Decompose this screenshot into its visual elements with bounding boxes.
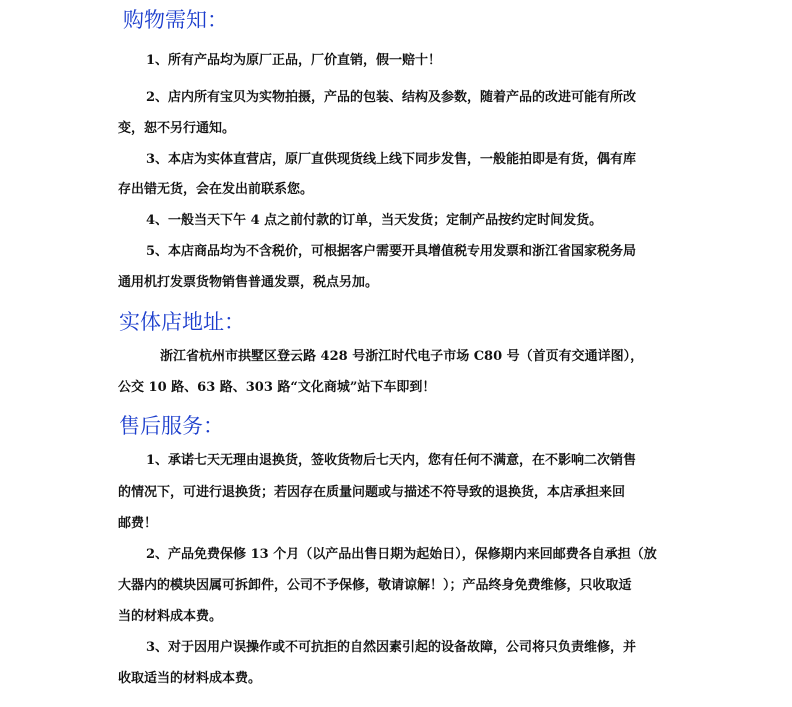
notice-item-1: 1、所有产品均为原厂正品，厂价直销，假一赔十！ [146,53,442,68]
after-sales-item-2-cont-2: 当的材料成本费。 [118,609,223,624]
notice-item-2: 2、店内所有宝贝为实物拍摄，产品的包装、结构及参数，随着产品的改进可能有所改 [146,90,637,105]
after-sales-item-1: 1、承诺七天无理由退换货，签收货物后七天内，您有任何不满意，在不影响二次销售 [146,453,637,468]
address-line-1: 浙江省杭州市拱墅区登云路 428 号浙江时代电子市场 C80 号（首页有交通详图）， [160,349,644,364]
after-sales-item-1-cont-1: 的情况下，可进行退换货；若因存在质量问题或与描述不符导致的退换货，本店承担来回 [118,485,626,500]
after-sales-heading: 售后服务： [119,414,224,438]
notice-item-3: 3、本店为实体直营店，原厂直供现货线上线下同步发售，一般能拍即是有货，偶有库 [146,152,637,167]
after-sales-item-1-cont-2: 邮费！ [118,516,158,531]
notice-item-5: 5、本店商品均为不含税价，可根据客户需要开具增值税专用发票和浙江省国家税务局 [146,244,637,259]
notice-item-2-cont: 变，恕不另行通知。 [118,121,236,136]
notice-item-3-cont: 存出错无货，会在发出前联系您。 [118,182,314,197]
after-sales-item-2-cont-1: 大器内的模块因属可拆卸件，公司不予保修，敬请谅解！）；产品终身免费维修，只收取适 [118,578,632,593]
after-sales-item-2: 2、产品免费保修 13 个月（以产品出售日期为起始日），保修期内来回邮费各自承担（放 [146,547,657,562]
store-address-heading: 实体店地址： [119,310,245,334]
notice-item-4: 4、一般当天下午 4 点之前付款的订单，当天发货；定制产品按约定时间发货。 [146,213,603,228]
after-sales-item-3: 3、对于因用户误操作或不可抗拒的自然因素引起的设备故障，公司将只负责维修，并 [146,640,637,655]
after-sales-item-3-cont: 收取适当的材料成本费。 [118,671,262,686]
shopping-notice-heading: 购物需知： [123,8,228,32]
address-line-2: 公交 10 路、63 路、303 路“文化商城”站下车即到！ [118,380,436,395]
notice-item-5-cont: 通用机打发票货物销售普通发票，税点另加。 [118,275,379,290]
